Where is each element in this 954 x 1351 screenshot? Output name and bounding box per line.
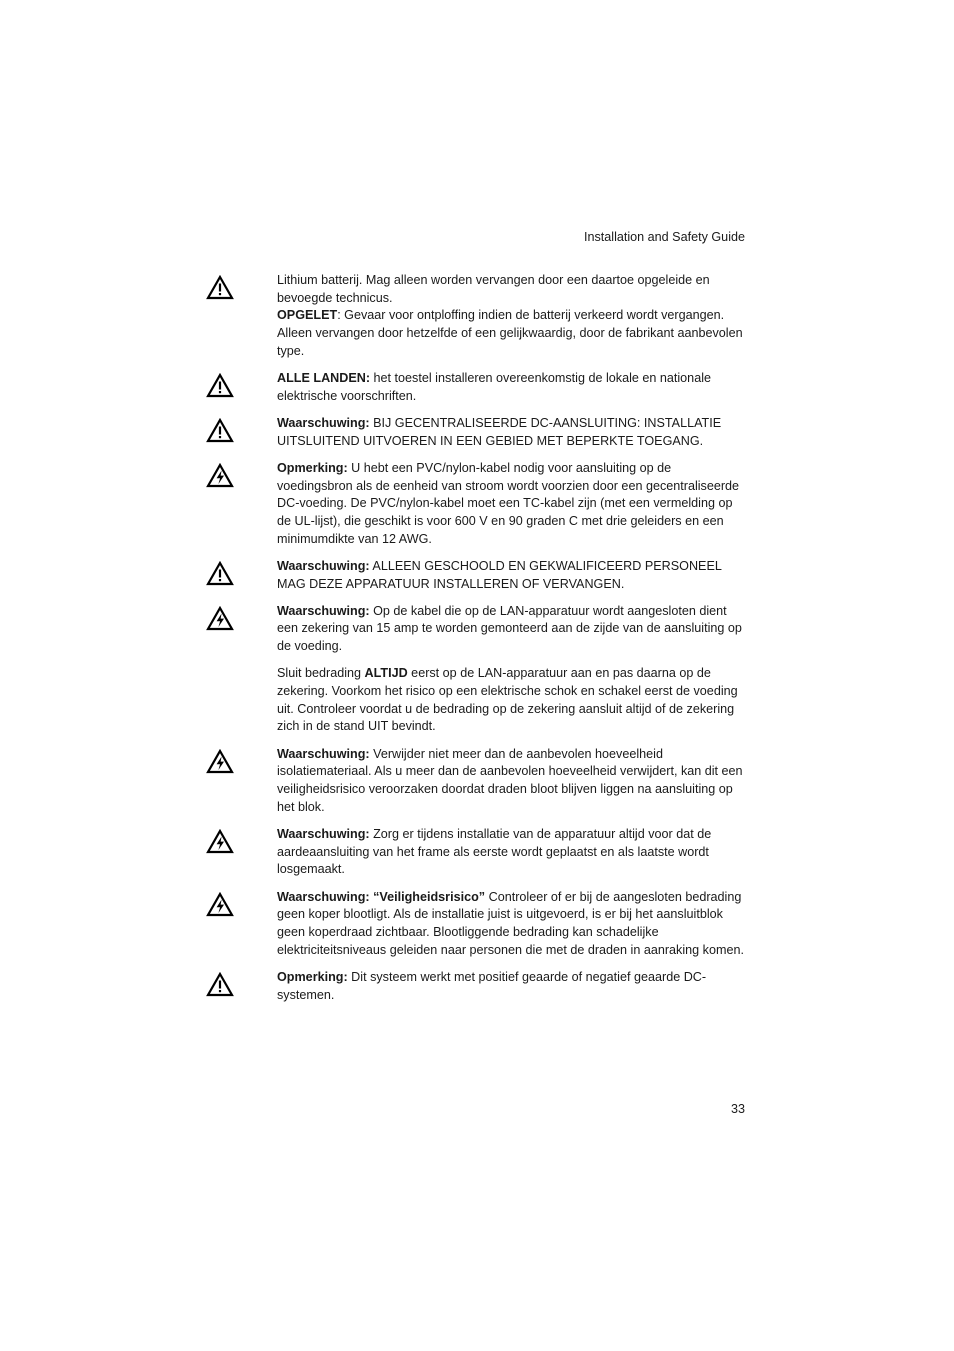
safety-notice <box>206 370 746 405</box>
safety-notice <box>206 272 746 361</box>
notice-text: BIJ GECENTRALISEERDE DC-AANSLUITING: INSTALLATIE UITSLUITEND UITVOEREN IN EEN GEBIED MET BEPERKTE TOEGANG. <box>277 415 722 448</box>
safety-notice <box>206 889 746 960</box>
notice-text: Dit systeem werkt met positief geaarde of negatief geaarde DC-systemen. <box>277 969 707 1002</box>
notice-lead: Waarschuwing: “Veiligheidsrisico” <box>277 889 486 904</box>
running-header: Installation and Safety Guide <box>583 230 745 244</box>
page-number: 33 <box>730 1102 745 1116</box>
notice-lead: Waarschuwing: <box>277 415 370 430</box>
notice-text: Sluit bedrading <box>277 666 365 681</box>
warning-triangle-icon <box>206 972 234 997</box>
electrical-hazard-icon <box>206 749 234 774</box>
safety-notices <box>206 272 746 1014</box>
safety-notice <box>206 603 746 656</box>
warning-triangle-icon <box>206 373 234 398</box>
electrical-hazard-icon <box>206 892 234 917</box>
warning-triangle-icon <box>206 418 234 443</box>
notice-lead: Opmerking: <box>277 969 348 984</box>
electrical-hazard-icon <box>206 606 234 631</box>
safety-notice <box>206 969 746 1004</box>
notice-lead: Opmerking: <box>277 460 348 475</box>
warning-triangle-icon <box>206 275 234 300</box>
notice-text: Zorg er tijdens installatie van de apparatuur altijd voor dat de aardeaansluiting van het frame als eerste wordt geplaatst en als laatste wordt losgemaakt. <box>277 826 712 877</box>
notice-lead: Waarschuwing: <box>277 558 370 573</box>
notice-text: Op de kabel die op de LAN-apparatuur wordt aangesloten dient een zekering van 15 amp te worden gemonteerd aan de zijde van de aansluiting op de voeding. <box>277 603 742 654</box>
safety-notice <box>206 460 746 549</box>
notice-text: Lithium batterij. Mag alleen worden vervangen door een daartoe opgeleide en bevoegde technicus. <box>277 273 710 305</box>
warning-triangle-icon <box>206 561 234 586</box>
safety-notice <box>206 746 746 817</box>
electrical-hazard-icon <box>206 463 234 488</box>
notice-text: eerst op de LAN-apparatuur aan en pas daarna op de zekering. Voorkom het risico op een elektrische schok en schakel eerst de voeding uit. Controleer voordat u de bedrading op de zekering aansluit altijd of de zekering zich in de stand UIT bevindt. <box>277 666 738 734</box>
notice-text: : Gevaar voor ontploffing indien de batterij verkeerd wordt vergangen. Alleen vervangen door hetzelfde of een gelijkwaardig, door de fabrikant aanbevolen type. <box>277 308 743 358</box>
notice-lead: Waarschuwing: <box>277 826 370 841</box>
notice-lead: ALTIJD <box>364 666 408 681</box>
notice-lead: Waarschuwing: <box>277 603 370 618</box>
safety-notice <box>206 558 746 593</box>
notice-text: het toestel installeren overeenkomstig de lokale en nationale elektrische voorschriften. <box>277 371 711 403</box>
notice-lead: Waarschuwing: <box>277 746 370 761</box>
notice-text: Controleer of er bij de aangesloten bedrading geen koper blootligt. Als de installatie juist is uitgevoerd, is er bij het aansluitblok geen koperdraad zichtbaar. Blootliggende bedrading kan schadelijke elektriciteitsniveaus geleiden naar personen die met de draden in aanraking komen. <box>277 889 744 957</box>
safety-notice <box>206 826 746 879</box>
notice-lead: OPGELET <box>277 308 338 323</box>
notice-text: U hebt een PVC/nylon-kabel nodig voor aansluiting op de voedingsbron als de eenheid van stroom wordt voorzien door een gecentraliseerde DC-voeding. De PVC/nylon-kabel moet een TC-kabel zijn (met een vermelding op de UL-lijst), die geschikt is voor 600 V en 90 graden C met drie geleiders en een minimumdikte van 12 AWG. <box>277 460 740 546</box>
notice-lead: ALLE LANDEN: <box>277 371 371 386</box>
safety-notice <box>206 665 746 736</box>
electrical-hazard-icon <box>206 829 234 854</box>
notice-text: Verwijder niet meer dan de aanbevolen hoeveelheid isolatiemateriaal. Als u meer dan de aanbevolen hoeveelheid verwijdert, kan dit een veiligheidsrisico veroorzaken doordat draden bloot blijven liggen na aansluiting op het blok. <box>277 746 743 814</box>
safety-notice <box>206 415 746 450</box>
notice-text: ALLEEN GESCHOOLD EN GEKWALIFICEERD PERSONEEL MAG DEZE APPARATUUR INSTALLEREN OF VERVANGEN. <box>277 558 722 591</box>
